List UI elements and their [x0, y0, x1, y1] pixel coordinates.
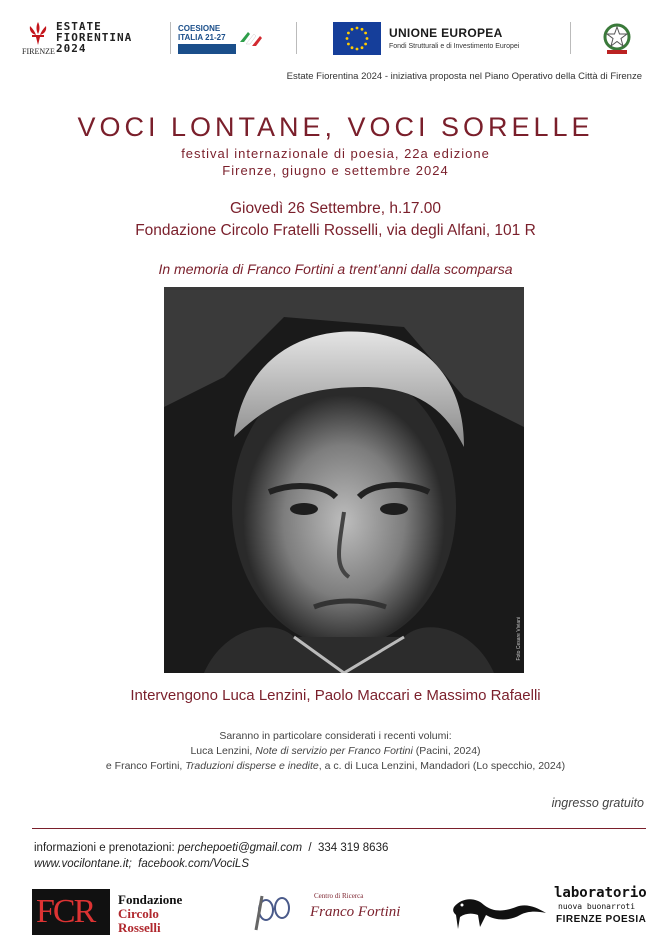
coesione-text	[178, 24, 226, 42]
lizard-icon	[450, 889, 550, 933]
event-date: Giovedì 26 Settembre, h.17.00	[229, 200, 442, 217]
book-2	[0, 760, 671, 772]
book-2-title: Traduzioni disperse e inedite	[185, 760, 319, 772]
contact-info	[34, 842, 388, 854]
fortini-centro-label: Centro di Ricerca	[314, 892, 364, 900]
book-1-title: Note di servizio per Franco Fortini	[255, 745, 413, 757]
centro-fortini-logo	[248, 888, 418, 936]
book-1	[0, 745, 671, 757]
web-links	[34, 858, 249, 870]
contact-label: informazioni e prenotazioni:	[34, 842, 178, 854]
estate-line-3: 2024	[56, 42, 87, 55]
footer-divider	[32, 828, 646, 829]
facebook-link[interactable]: facebook.com/VociLS	[131, 858, 249, 870]
coesione-line-1: COESIONE	[178, 24, 221, 33]
comune-firenze-text: FIRENZE	[22, 47, 55, 56]
speakers-line: Intervengono Luca Lenzini, Paolo Maccari e Massimo Rafaelli	[130, 687, 541, 704]
festival-edition: festival internazionale di poesia, 22a edizione	[181, 146, 490, 161]
fortini-name: Franco Fortini	[310, 904, 401, 920]
florence-lily-icon	[27, 20, 49, 46]
lab-firenze-poesia: FIRENZE POESIA	[556, 914, 647, 925]
header-separator	[296, 22, 297, 54]
contact-email-link[interactable]: perchepoeti@gmail.com	[177, 842, 303, 854]
coesione-line-2: ITALIA 21-27	[178, 33, 226, 42]
fcr-mark	[32, 889, 110, 935]
header-separator	[170, 22, 171, 54]
estate-line-2: FIORENTINA	[56, 31, 133, 44]
festival-title: VOCI LONTANE, VOCI SORELLE	[77, 112, 594, 142]
festival-location-dates: Firenze, giugno e settembre 2024	[222, 163, 449, 178]
coesione-arrows-icon	[238, 28, 266, 52]
coesione-band	[178, 44, 236, 54]
initiative-note: Estate Fiorentina 2024 - iniziativa proposta nel Piano Operativo della Città di Firenze	[286, 71, 642, 82]
contact-phone: / 334 319 8636	[302, 842, 389, 854]
free-entry-note: ingresso gratuito	[551, 796, 644, 810]
lab-subtitle: nuova buonarroti	[558, 902, 636, 911]
fcr-line-2: Circolo	[118, 906, 159, 921]
estate-line-1: ESTATE	[56, 20, 102, 33]
photo-credit: Foto Cesare Viviani	[516, 617, 522, 661]
fondazione-circolo-rosselli-logo	[32, 889, 204, 935]
eu-title: UNIONE EUROPEA	[389, 26, 503, 40]
books-intro: Saranno in particolare considerati i recenti volumi:	[219, 730, 452, 742]
estate-fiorentina-text	[56, 21, 132, 54]
book-1-publisher: (Pacini, 2024)	[412, 745, 481, 757]
portrait-image	[164, 287, 524, 673]
fcr-line-3: Rosselli	[118, 920, 161, 935]
eu-flag-icon	[333, 22, 381, 55]
memorial-dedication: In memoria di Franco Fortini a trent’anni dalla scomparsa	[158, 261, 513, 277]
lab-title: laboratorio	[554, 885, 647, 901]
fcr-name	[118, 893, 182, 935]
fcr-line-1: Fondazione	[118, 892, 183, 907]
book-2-publisher: , a c. di Luca Lenzini, Mandadori (Lo specchio, 2024)	[318, 760, 566, 772]
event-venue: Fondazione Circolo Fratelli Rosselli, via degli Alfani, 101 R	[135, 222, 536, 239]
franco-fortini-portrait	[164, 287, 524, 673]
eu-subtitle: Fondi Strutturali e di Investimento Europei	[389, 43, 520, 50]
italian-republic-emblem-icon	[601, 20, 633, 56]
fcr-letters: FCR	[36, 893, 95, 930]
glasses-pen-icon	[248, 888, 304, 934]
book-1-author: Luca Lenzini,	[190, 745, 256, 757]
estate-fiorentina-logo	[22, 18, 167, 58]
unione-europea-logo	[333, 22, 543, 56]
book-2-author: e Franco Fortini,	[105, 760, 186, 772]
header-separator	[570, 22, 571, 54]
website-link[interactable]: www.vocilontane.it;	[34, 858, 132, 870]
coesione-italia-logo	[178, 24, 268, 56]
laboratorio-firenze-poesia-logo	[450, 885, 655, 935]
